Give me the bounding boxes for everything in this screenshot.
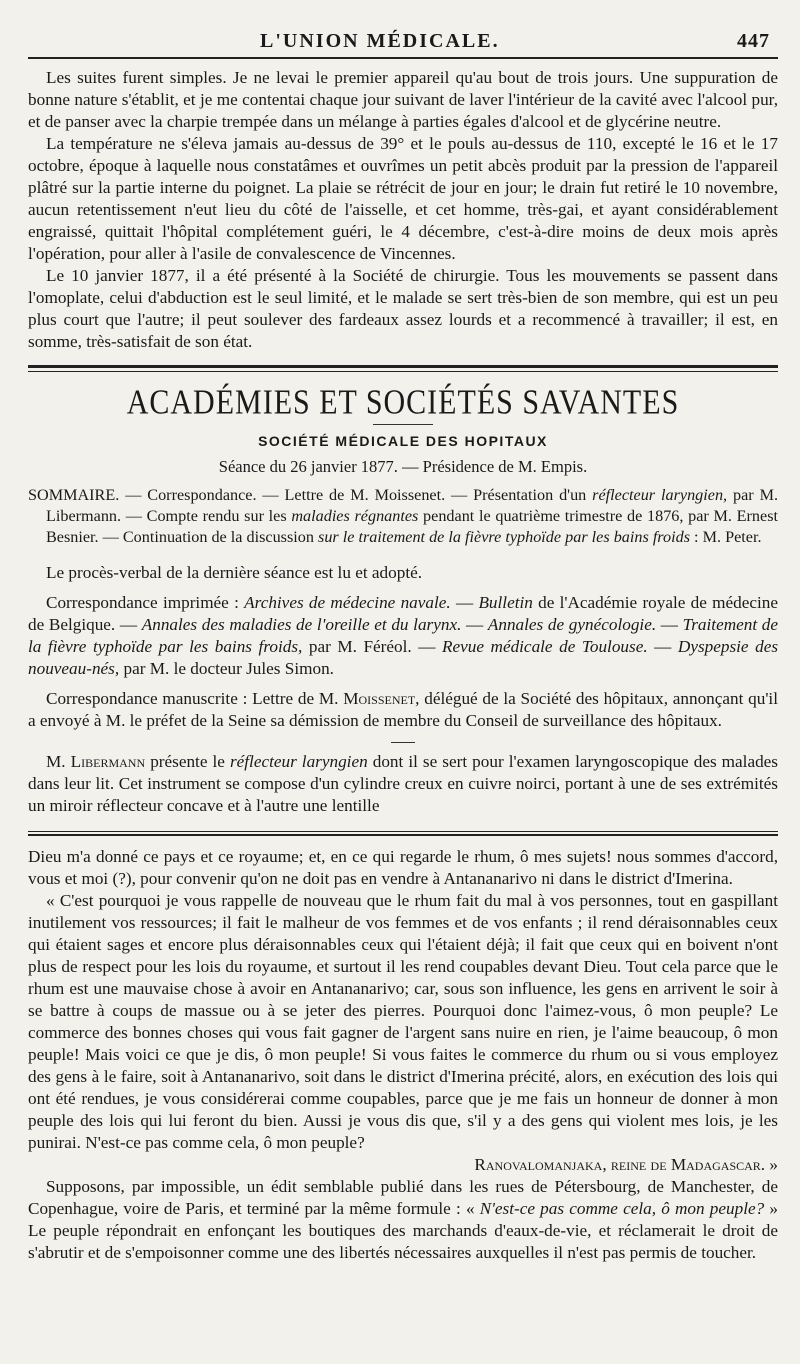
separator-dash [391,742,415,743]
sommaire-label: SOMMAIRE. [28,486,120,504]
person-name: Moissenet [343,689,416,708]
sommaire [28,485,778,548]
intro-paragraph-1: Les suites furent simples. Je ne levai le premier appareil qu'au bout de trois jours. Une suppuration de bonne nature s'établit, et je me contentai chaque jour suivant de laver l'intérieur de la cavité avec l'alcool pur, et de panser avec la charpie trempée dans un mélange à parties égales d'alcool et de glycérine neutre. [28,68,778,131]
correspondance-manuscrite [28,688,778,732]
text-run: » Le peuple répondrait en enfonçant les boutiques des marchands d'eaux-de-vie, et réclamerait le droit de s'abrutir et de s'empoisonner comme une des libertés nécessaires auxquelles il n'est pas permis de toucher. [28,1199,778,1262]
libermann-paragraph [28,751,778,817]
feuilleton-paragraph-2: « C'est pourquoi je vous rappelle de nouveau que le rhum fait du mal à vos personnes, tout en gaspillant inutilement vos ressources; il fait le malheur de vos femmes et de vos enfants ; il rend déraisonnables ceux qui étaient sages et encore plus déraisonnables ceux qui l'étaient déjà; il fait que ceux qui en boivent n'ont plus de respect pour les lois du royaume, et surtout il les rend coupables devant Dieu. Tout cela parce que le rhum est une mauvaise chose à avoir en Antananarivo; car, sous son influence, les gens en arrivent le soir à se battre à coups de massue ou à se jeter des pierres. Pourquoi donc l'aimez-vous, ô mon peuple? Le commerce des bonnes choses qui vous fait gagner de l'argent sans nuire en rien, je l'aime beaucoup, ô mon peuple! Mais voici ce que je dis, ô mon peuple! Si vous faites le commerce du rhum ou si vous employez des gens à le faire, soit à Antananarivo, soit dans le district d'Imerina précité, alors, en exécution des lois qui ont été rendues, je vous considérerai comme coupables, parce que je me fais un honneur de donner à mon peuple des lois qui lui feront du bien. Aussi je vous dis que, s'il y a des gens qui violent mes lois, je les punirai. N'est-ce pas comme cela, ô mon peuple? [28,891,778,1152]
sommaire-text: — Correspondance. — Lettre de M. Moissenet. — Présentation d'un [119,486,593,504]
feuilleton-divider [28,831,778,836]
section-title: ACADÉMIES ET SOCIÉTÉS SAVANTES [126,383,680,422]
text-run: présente le [145,752,230,771]
feuilleton-paragraph-3 [28,1176,778,1264]
intro-paragraph-3: Le 10 janvier 1877, il a été présenté à la Société de chirurgie. Tous les mouvements se passent dans l'omoplate, celui d'abduction est le seul limité, et le malade se sert très-bien de son membre, qui est un peu plus court que l'autre; il peut soulever des fardeaux assez lourds et a recommencé à travailler; il est, en somme, très-satisfait de son état. [28,266,778,351]
feuilleton-paragraph-1: Dieu m'a donné ce pays et ce royaume; et, en ce qui regarde le rhum, ô mes sujets! nous sommes d'accord, vous et moi (?), pour convenir qu'on ne doit pas en vendre à Antananarivo ni dans le district d'Imerina. [28,847,778,888]
italic-run: N'est-ce pas comme cela, ô mon peuple? [479,1199,765,1218]
text-run: — [656,615,683,634]
text-run: de l'Académie royale de médecine de Belgique. — [28,593,779,634]
italic-run: Annales des maladies de l'oreille et du larynx. [141,615,462,634]
text-run: — [647,637,678,656]
page-number: 447 [737,30,770,52]
italic-run: Revue médicale de Toulouse. [442,637,648,656]
society-heading: SOCIÉTÉ MÉDICALE DES HOPITAUX [258,433,548,449]
text-run: Supposons, par impossible, un édit semblable publié dans les rues de Pétersbourg, de Manchester, de Copenhague, voire de Paris, et terminé par la même formule : « [28,1177,778,1218]
italic-run: Dyspepsie des nouveau-nés, [28,637,779,678]
text-run: Correspondance imprimée : [46,593,245,612]
italic-run: réflecteur laryngien [229,752,368,771]
text-run: — [450,593,479,612]
text-run: par M. le docteur Jules Simon. [119,659,334,678]
signature-line [28,1154,778,1176]
sommaire-text: par M. Libermann. — Compte rendu sur les [46,486,779,525]
correspondance-imprimee [28,592,778,680]
italic-run: Traitement de la fièvre typhoïde par les bains froids, [28,615,778,656]
signature: Ranovalomanjaka, reine de Madagascar. » [474,1155,778,1174]
italic-run: Archives de médecine navale. [244,593,451,612]
sommaire-italic: maladies régnantes [291,507,419,525]
italic-run: Annales de gynécologie. [487,615,657,634]
text-run: , délégué de la Société des hôpitaux, annonçant qu'il a envoyé à M. le préfet de la Seine sa démission de membre du Conseil de surveillance des hôpitaux. [28,689,778,730]
title-rule [373,424,433,425]
sommaire-italic: réflecteur laryngien, [592,486,728,504]
text-run: dont il se sert pour l'examen laryngoscopique des malades dans leur lit. Cet instrument se compose d'un cylindre creux en cuivre noirci, portant à une de ses extrémités un miroir réflecteur concave et à l'autre une lentille [28,752,778,815]
proces-verbal: Le procès-verbal de la dernière séance est lu et adopté. [46,563,423,582]
text-run: — [461,615,488,634]
seance-line: Séance du 26 janvier 1877. — Présidence de M. Empis. [218,457,588,476]
sommaire-italic: sur le traitement de la fièvre typhoïde par les bains froids [318,528,690,546]
journal-title: L'UNION MÉDICALE. [260,30,500,52]
running-header [28,30,778,59]
italic-run: Bulletin [478,593,533,612]
intro-paragraph-2: La température ne s'éleva jamais au-dessus de 39° et le pouls au-dessus de 110, excepté le 16 et le 17 octobre, époque à laquelle nous constatâmes et ouvrîmes un petit abcès produit par la pression de l'appareil plâtré sur la partie interne du poignet. La plaie se rétrécit de jour en jour; le drain fut retiré le 10 novembre, aucun retentissement n'eut lieu du côté de l'aisselle, et cet homme, très-gai, et ayant considérablement engraissé, quittait l'hôpital complétement guéri, le 4 décembre, c'est-à-dire moins de deux mois après l'opération, pour aller à l'asile de convalescence de Vincennes. [28,134,778,263]
sommaire-text: pendant le quatrième trimestre de 1876, par M. Ernest Besnier. — Continuation de la discussion [46,507,778,546]
text-run: par M. Féréol. — [302,637,442,656]
person-name: M. Libermann [46,752,146,771]
text-run: Correspondance manuscrite : Lettre de M. [46,689,344,708]
sommaire-text: : M. Peter. [690,528,762,546]
section-divider [28,365,778,372]
